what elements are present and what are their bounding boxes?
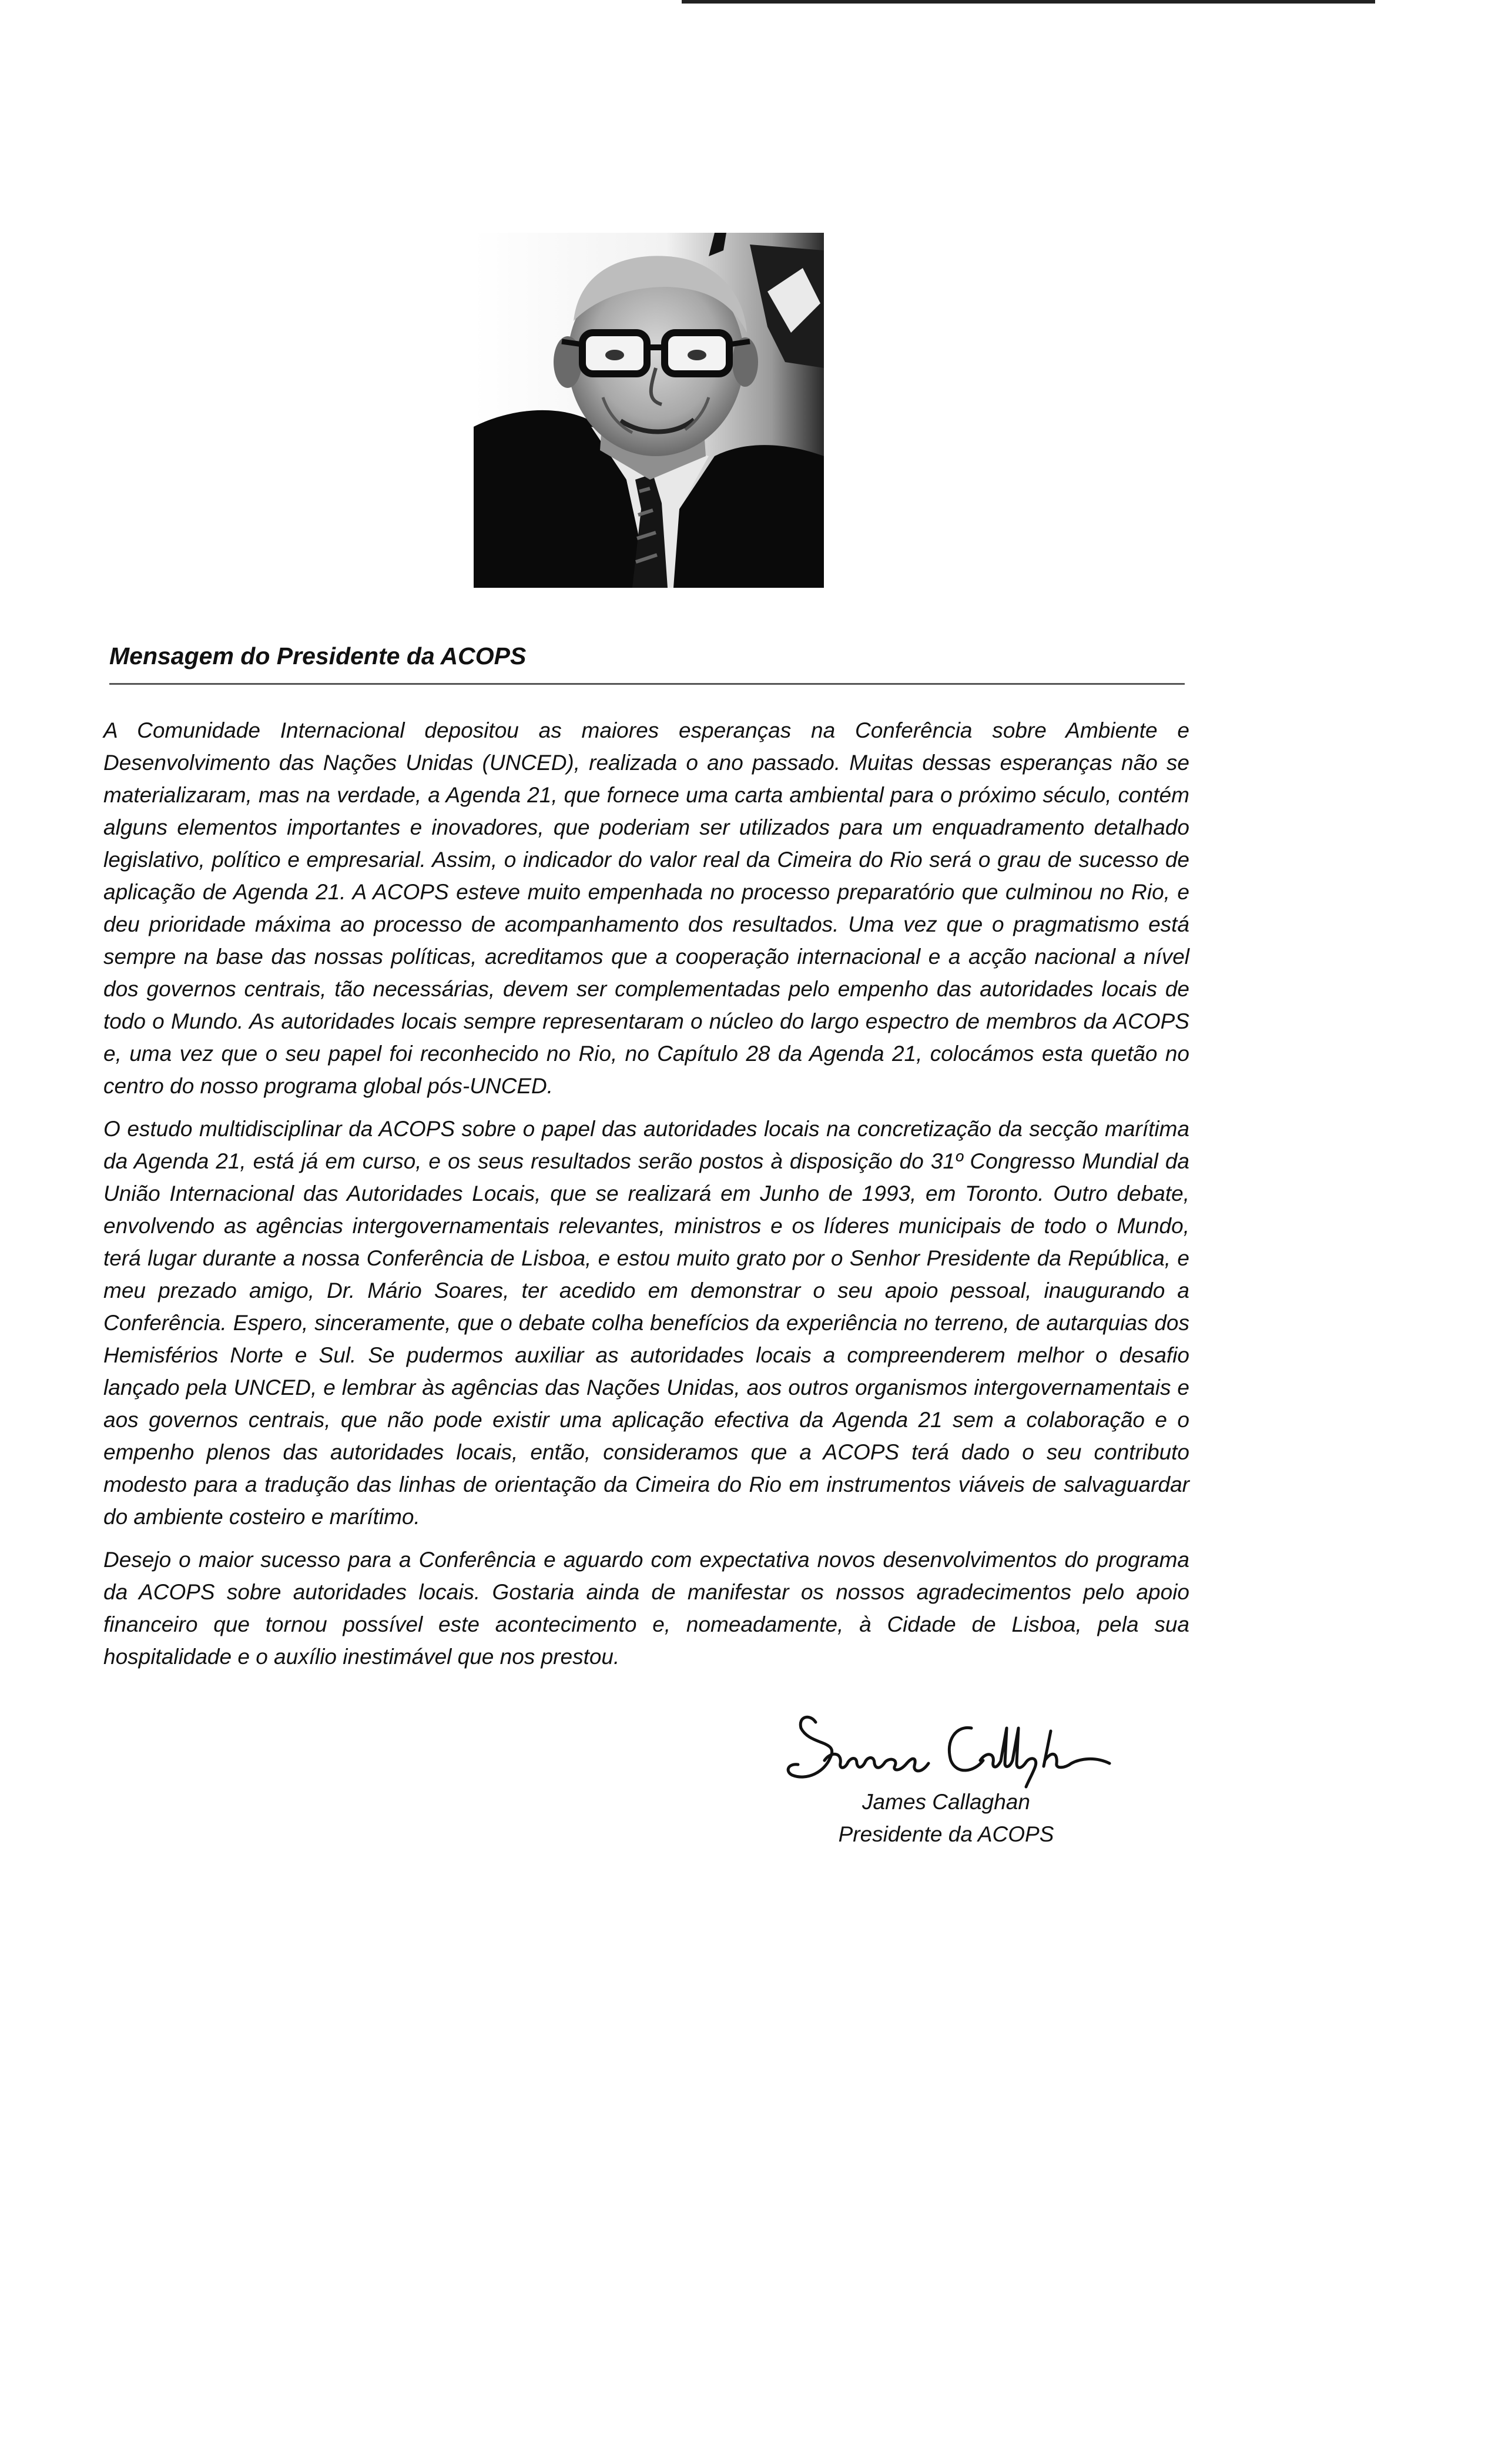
handwritten-signature xyxy=(775,1705,1115,1793)
heading-divider xyxy=(109,683,1185,685)
page-title: Mensagem do Presidente da ACOPS xyxy=(109,642,527,669)
scan-edge-line xyxy=(682,0,1375,4)
paragraph: Desejo o maior sucesso para a Conferência e aguardo com expectativa novos desenvolvimentos do programa da ACOPS sobre autoridades locais. Gostaria ainda de manifestar os nossos agradecimentos pelo apoio financeiro que tornou possível este acontecimento e, nomeadamente, à Cidade de Lisboa, pela sua hospitalidade e o auxílio inestimável que nos prestou. xyxy=(103,1548,1189,1669)
signatory-title: Presidente da ACOPS xyxy=(838,1822,1054,1846)
paragraph: O estudo multidisciplinar da ACOPS sobre o papel das autoridades locais na concretização da secção marítima da Agenda 21, está já em curso, e os seus resultados serão postos à disposição do 31º Congresso Mundial da União Internacional das Autoridades Locais, que se realizará em Junho de 1993, em Toronto. Outro debate, envolvendo as agências intergovernamentais relevantes, ministros e os líderes municipais de todo o Mundo, terá lugar durante a nossa Conferência de Lisboa, e estou muito grato por o Senhor Presidente da República, e meu prezado amigo, Dr. Mário Soares, ter acedido em demonstrar o seu apoio pessoal, inaugurando a Conferência. Espero, sinceramente, que o debate colha benefícios da experiência no terreno, de autarquias dos Hemisférios Norte e Sul. Se pudermos auxiliar as autoridades locais a compreenderem melhor o desafio lançado pela UNCED, e lembrar às agências das Nações Unidas, aos outros organismos intergovernamentais e aos governos centrais, que não pode existir uma aplicação efectiva da Agenda 21 sem a colaboração e o empenho plenos das autoridades locais, então, consideramos que a ACOPS terá dado o seu contributo modesto para a tradução das linhas de orientação da Cimeira do Rio em instrumentos viáveis de salvaguardar do ambiente costeiro e marítimo. xyxy=(103,1117,1189,1529)
paragraph: A Comunidade Internacional depositou as maiores esperanças na Conferência sobre Ambiente e Desenvolvimento das Nações Unidas (UNCED), realizada o ano passado. Muitas dessas esperanças não se materializaram, mas na verdade, a Agenda 21, que fornece uma carta ambiental para o próximo século, contém alguns elementos importantes e inovadores, que poderiam ser utilizados para um enquadramento detalhado legislativo, político e empresarial. Assim, o indicador do valor real da Cimeira do Rio será o grau de sucesso de aplicação de Agenda 21. A ACOPS esteve muito empenhada no processo preparatório que culminou no Rio, e deu prioridade máxima ao processo de acompanhamento dos resultados. Uma vez que o pragmatismo está sempre na base das nossas políticas, acreditamos que a cooperação internacional e a acção nacional a nível dos governos centrais, tão necessárias, devem ser complementadas pelo empenho das autoridades locais de todo o Mundo. As autoridades locais sempre representaram o núcleo do largo espectro de membros da ACOPS e, uma vez que o seu papel foi reconhecido no Rio, no Capítulo 28 da Agenda 21, colocámos esta quetão no centro do nosso programa global pós-UNCED. xyxy=(103,718,1189,1098)
letter-body xyxy=(103,714,1189,1683)
signatory-name: James Callaghan xyxy=(862,1790,1030,1814)
portrait-photo xyxy=(474,233,824,588)
